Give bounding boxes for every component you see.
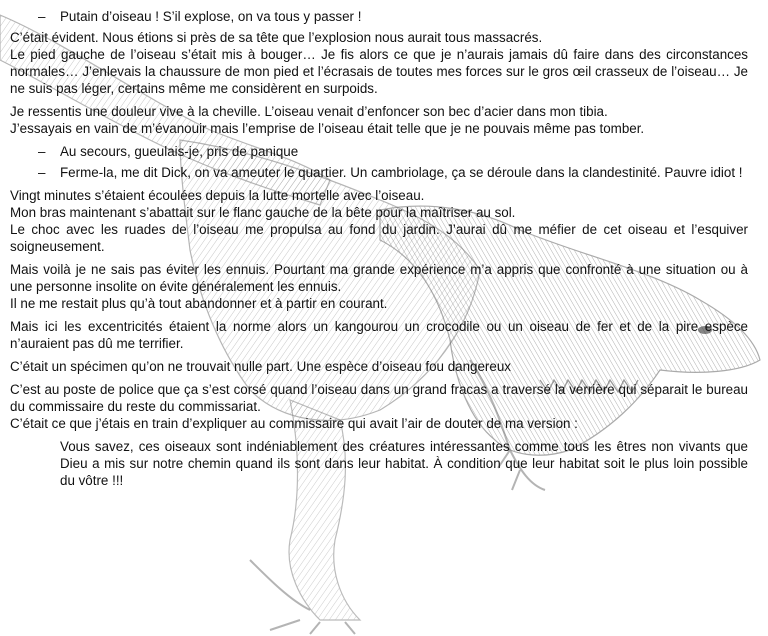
dialog-text: Putain d’oiseau ! S’il explose, on va tous y passer ! [60, 9, 362, 24]
dialog-line [10, 164, 748, 181]
paragraph-2 [10, 103, 748, 137]
dialog-dash: – [38, 9, 46, 24]
dialog-line [10, 143, 748, 160]
paragraph-line: Je ressentis une douleur vive à la cheville. L’oiseau venait d’enfoncer son bec d’acier dans mon tibia. [10, 104, 608, 119]
story-text [10, 8, 748, 489]
paragraph-line: Vingt minutes s’étaient écoulées depuis la lutte mortelle avec l’oiseau. [10, 188, 425, 203]
paragraph-line: C’était évident. Nous étions si près de sa tête que l’explosion nous aurait tous massacrés. [10, 30, 543, 45]
paragraph-line: C’était un spécimen qu’on ne trouvait nulle part. Une espèce d’oiseau fou dangereux [10, 359, 511, 374]
paragraph-line: J’essayais en vain de m’évanouir mais l’emprise de l’oiseau était telle que je ne pouvais même pas tomber. [10, 121, 645, 136]
paragraph-5 [10, 318, 748, 352]
paragraph-line: Il ne me restait plus qu’à tout abandonner et à partir en courant. [10, 296, 388, 311]
paragraph-line: Mais voilà je ne sais pas éviter les ennuis. Pourtant ma grande expérience m’a appris que confronté à une situation ou à une personne insolite on évite généralement les ennuis. [10, 262, 748, 294]
paragraph-7 [10, 381, 748, 432]
paragraph-line: C’est au poste de police que ça s’est corsé quand l’oiseau dans un grand fracas a traversé la verrière qui séparait le bureau du commissaire du reste du commissariat. [10, 382, 748, 414]
dialog-line [10, 8, 748, 25]
paragraph-line: Mon bras maintenant s’abattait sur le flanc gauche de la bête pour la maîtriser au sol. [10, 205, 516, 220]
paragraph-line: C’était ce que j’étais en train d’expliquer au commissaire qui avait l’air de douter de ma version : [10, 416, 578, 431]
dialog-dash: – [38, 165, 46, 180]
paragraph-3 [10, 187, 748, 255]
paragraph-4 [10, 261, 748, 312]
paragraph-1 [10, 29, 748, 97]
paragraph-line: Mais ici les excentricités étaient la norme alors un kangourou un crocodile ou un oiseau de fer et de la pire espèce n’auraient pas dû me terrifier. [10, 319, 748, 351]
closing-quote: Vous savez, ces oiseaux sont indéniablement des créatures intéressantes comme tous les êtres non vivants que Dieu a mis sur notre chemin quand ils sont dans leur habitat. À condition que leur habitat soit le plus loin possible du vôtre !!! [60, 439, 748, 488]
dialog-dash: – [38, 144, 46, 159]
dialog-text: Au secours, gueulais-je, pris de panique [60, 144, 299, 159]
paragraph-6 [10, 358, 748, 375]
paragraph-line: Le choc avec les ruades de l’oiseau me propulsa au fond du jardin. J’aurai dû me méfier de cet oiseau et l’esquiver soigneusement. [10, 222, 748, 254]
paragraph-line: Le pied gauche de l’oiseau s’était mis à bouger… Je fis alors ce que je n’aurais jamais dû faire dans des circonstances normales… J’enlevais la chaussure de mon pied et l’écrasais de toutes mes forces sur le gros œil crasseux de l’oiseau… Je ne suis pas léger, certains même me considèrent en surpoids. [10, 47, 748, 96]
dialog-text: Ferme-la, me dit Dick, on va ameuter le quartier. Un cambriolage, ça se déroule dans la clandestinité. Pauvre idiot ! [60, 165, 743, 180]
